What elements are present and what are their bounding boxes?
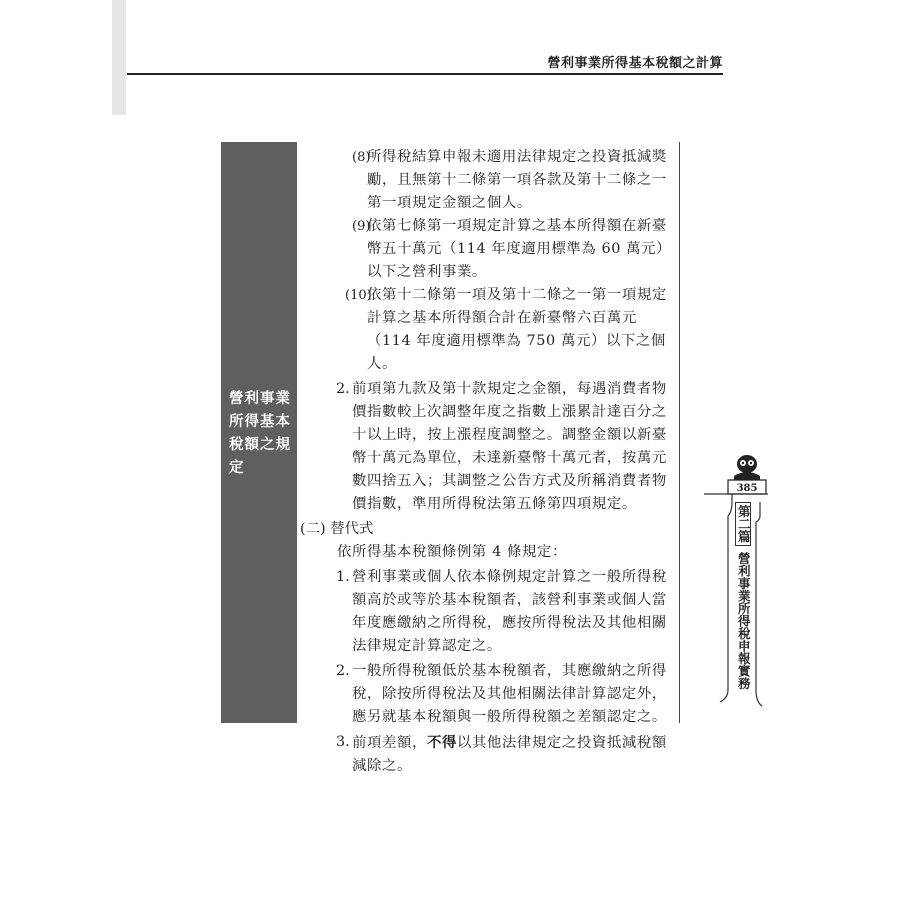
list-item-text: 一般所得稅額低於基本稅額者，其應繳納之所得稅，除按所得稅法及其他相關法律計算認定外，應另就基本稅額與一般所得稅額之差額認定之。 xyxy=(352,663,667,725)
emphasis-text: 不得 xyxy=(426,734,457,751)
list-item-text xyxy=(352,731,678,778)
list-item-text: 前項第九款及第十款規定之金額，每遇消費者物價指數較上次調整年度之指數上漲累計達百分之十以上時，按上漲程度調整之。調整金額以新臺幣十萬元為單位，未達新臺幣十萬元者，按萬元數四捨五入；其調整之公告方式及所稱消費者物價指數，準用所得稅法第五條第四項規定。 xyxy=(352,381,667,512)
sub-item-8 xyxy=(352,146,678,215)
alt-item-3 xyxy=(336,731,678,778)
sub-item-text: 所得稅結算申報未適用法律規定之投資抵減獎勵，且無第十二條第一項各款及第十二條之一第一項規定金額之個人。 xyxy=(367,149,667,211)
running-header-title: 營利事業所得基本稅額之計算 xyxy=(547,56,723,71)
sub-item-number: (8) xyxy=(352,150,371,165)
sidebar-label-line: 稅額之規 xyxy=(229,437,291,453)
list-item-number: 1. xyxy=(336,569,350,585)
text-run: 前項差額， xyxy=(352,735,427,751)
list-item-number: 2. xyxy=(336,663,350,679)
tab-chapter: 營利事業所得稅申報實務 xyxy=(736,551,752,689)
section-heading xyxy=(300,518,678,541)
tab-part: 第二篇 xyxy=(735,502,752,546)
sidebar-label-line: 定 xyxy=(229,460,245,476)
sub-item-number: (10) xyxy=(345,288,372,303)
sub-item-text: 依第七條第一項規定計算之基本所得額在新臺幣五十萬元（114 年度適用標準為 60 萬元）以下之營利事業。 xyxy=(367,218,672,280)
header-rule xyxy=(127,73,723,75)
alt-item-2 xyxy=(336,660,678,729)
text-run: 以其他法律規定之投資抵減稅額減除之。 xyxy=(352,735,667,774)
sidebar-label-line: 所得基本 xyxy=(229,414,291,430)
sub-item-10 xyxy=(345,284,678,376)
list-item-number: 3. xyxy=(336,734,350,750)
section-number: (二) xyxy=(300,521,326,537)
list-item-2 xyxy=(336,378,678,516)
column-divider xyxy=(679,142,680,723)
sub-item-text: 依第十二條第一項及第十二條之一第一項規定計算之基本所得額合計在新臺幣六百萬元（114 年度適用標準為 750 萬元）以下之個人。 xyxy=(367,287,667,372)
main-text xyxy=(300,146,678,778)
list-item-text: 營利事業或個人依本條例規定計算之一般所得稅額高於或等於基本稅額者，該營利事業或個人當年度應繳納之所得稅，應按所得稅法及其他相關法律規定計算認定之。 xyxy=(352,569,667,654)
chapter-tab-label xyxy=(733,502,753,689)
section-title: 替代式 xyxy=(330,521,374,537)
sidebar-label xyxy=(229,388,293,480)
list-item-number: 2. xyxy=(336,381,350,397)
sub-item-9 xyxy=(352,215,678,284)
sidebar-label-line: 營利事業 xyxy=(229,391,291,407)
page-number: 385 xyxy=(736,483,758,494)
section-intro: 依所得基本稅額條例第 4 條規定： xyxy=(337,544,567,560)
sub-item-number: (9) xyxy=(352,219,371,234)
page-spine-shade xyxy=(112,0,126,115)
alt-item-1 xyxy=(336,566,678,658)
